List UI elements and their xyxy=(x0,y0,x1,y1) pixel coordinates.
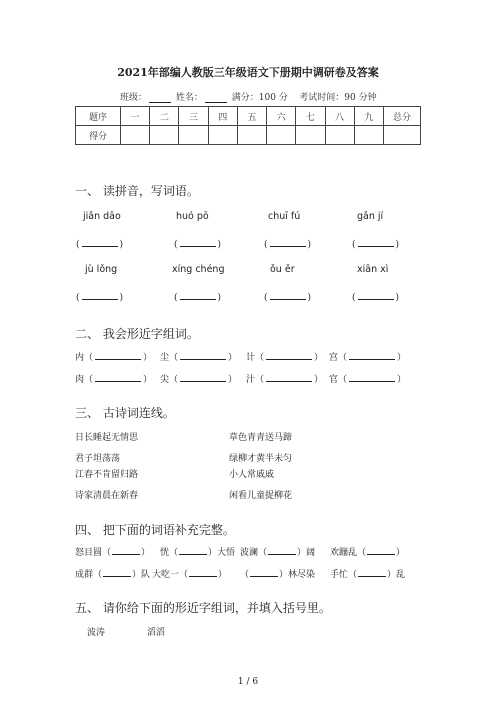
poem-line-left[interactable]: 日长睡起无情思 xyxy=(75,433,139,443)
char-item[interactable]: 汁（ ） xyxy=(246,375,324,385)
poem-line-right[interactable]: 小人常戚戚 xyxy=(229,470,275,480)
s5-word: 波涛 xyxy=(87,628,106,638)
answer-blank[interactable]: ( ) xyxy=(264,240,312,250)
header-cell: 八 xyxy=(325,107,354,126)
header-cell: 一 xyxy=(121,107,150,126)
idiom-fill[interactable]: 欢蹦乱（ ） xyxy=(330,548,406,558)
score-table-header xyxy=(76,107,421,126)
page-title: 2021年部编人教版三年级语文下册期中调研卷及答案 xyxy=(117,66,379,79)
s5-word: 滔滔 xyxy=(147,628,166,638)
idiom-fill[interactable]: （ ）林尽染 xyxy=(240,570,316,580)
pinyin: gǎn jí xyxy=(357,211,384,222)
pinyin: jiǎn dāo xyxy=(83,211,121,222)
idiom-fill[interactable]: 波澜（ ）阔 xyxy=(240,548,316,558)
name-blank xyxy=(205,93,227,103)
idiom-fill[interactable]: 手忙（ ）乱 xyxy=(330,570,406,580)
char-item[interactable]: 肉（ ） xyxy=(75,375,153,385)
section-4-heading: 四、 把下面的词语补充完整。 xyxy=(75,523,235,537)
poem-line-left[interactable]: 诗家清晨在新春 xyxy=(75,491,139,501)
idiom-fill[interactable]: 怒目圆（ ） xyxy=(75,548,151,558)
header-cell: 五 xyxy=(237,107,266,126)
full-score: 满分：100 分 xyxy=(231,93,288,103)
score-cell[interactable] xyxy=(296,126,325,145)
poem-line-left[interactable]: 江春不肯留归路 xyxy=(75,470,139,480)
char-item[interactable]: 官（ ） xyxy=(329,375,407,385)
answer-blank[interactable]: ( ) xyxy=(76,293,124,303)
poem-line-right[interactable]: 草色青青送马蹄 xyxy=(229,433,293,443)
score-table xyxy=(75,106,421,145)
score-cell[interactable] xyxy=(237,126,266,145)
header-cell: 七 xyxy=(296,107,325,126)
score-cell[interactable] xyxy=(354,126,383,145)
score-table-row xyxy=(76,126,421,145)
poem-line-right[interactable]: 闲看儿童捉柳花 xyxy=(229,491,293,501)
answer-blank[interactable]: ( ) xyxy=(352,293,400,303)
char-item[interactable]: 内（ ） xyxy=(75,353,153,363)
answer-blank[interactable]: ( ) xyxy=(352,240,400,250)
class-blank xyxy=(149,93,171,103)
score-cell[interactable] xyxy=(384,126,421,145)
score-cell[interactable] xyxy=(267,126,296,145)
exam-info xyxy=(120,90,377,103)
header-cell: 四 xyxy=(208,107,237,126)
answer-blank[interactable]: ( ) xyxy=(264,293,312,303)
section-3-heading: 三、 古诗词连线。 xyxy=(75,406,175,420)
pinyin: chuī fú xyxy=(268,211,301,222)
char-item[interactable]: 计（ ） xyxy=(246,353,324,363)
name-label: 姓名： xyxy=(175,93,203,103)
poem-line-left[interactable]: 君子坦荡荡 xyxy=(75,454,121,464)
header-cell: 二 xyxy=(150,107,179,126)
answer-blank[interactable]: ( ) xyxy=(174,293,222,303)
score-cell[interactable] xyxy=(150,126,179,145)
header-cell: 九 xyxy=(354,107,383,126)
header-cell: 六 xyxy=(267,107,296,126)
score-cell[interactable] xyxy=(179,126,208,145)
pinyin: xíng chéng xyxy=(172,264,225,275)
exam-time: 考试时间：90 分钟 xyxy=(299,93,377,103)
idiom-fill[interactable]: 大吃一（ ） xyxy=(152,570,228,580)
header-cell: 总分 xyxy=(384,107,421,126)
idiom-fill[interactable]: 成群（ ）队 xyxy=(75,570,151,580)
answer-blank[interactable]: ( ) xyxy=(76,240,124,250)
answer-blank[interactable]: ( ) xyxy=(174,240,222,250)
pinyin: jù lǒng xyxy=(85,264,118,275)
class-label: 班级： xyxy=(120,93,148,103)
char-item[interactable]: 尘（ ） xyxy=(160,353,238,363)
section-5-heading: 五、 请你给下面的形近字组词，并填入括号里。 xyxy=(75,601,331,615)
section-1-heading: 一、 读拼音，写词语。 xyxy=(75,184,199,198)
score-cell[interactable] xyxy=(325,126,354,145)
idiom-fill[interactable]: 恍（ ）大悟 xyxy=(160,548,236,558)
header-cell: 三 xyxy=(179,107,208,126)
pinyin: ǒu ěr xyxy=(270,264,295,275)
pinyin: xiān xì xyxy=(357,264,389,275)
char-item[interactable]: 尖（ ） xyxy=(160,375,238,385)
pinyin: huó pō xyxy=(176,211,209,222)
section-2-heading: 二、 我会形近字组词。 xyxy=(75,327,199,341)
row-label: 得分 xyxy=(76,126,121,145)
score-cell[interactable] xyxy=(121,126,150,145)
score-cell[interactable] xyxy=(208,126,237,145)
poem-line-right[interactable]: 绿柳才黄半未匀 xyxy=(229,454,293,464)
char-item[interactable]: 宫（ ） xyxy=(329,353,407,363)
page-number: 1 / 6 xyxy=(237,677,259,687)
header-cell: 题序 xyxy=(76,107,121,126)
